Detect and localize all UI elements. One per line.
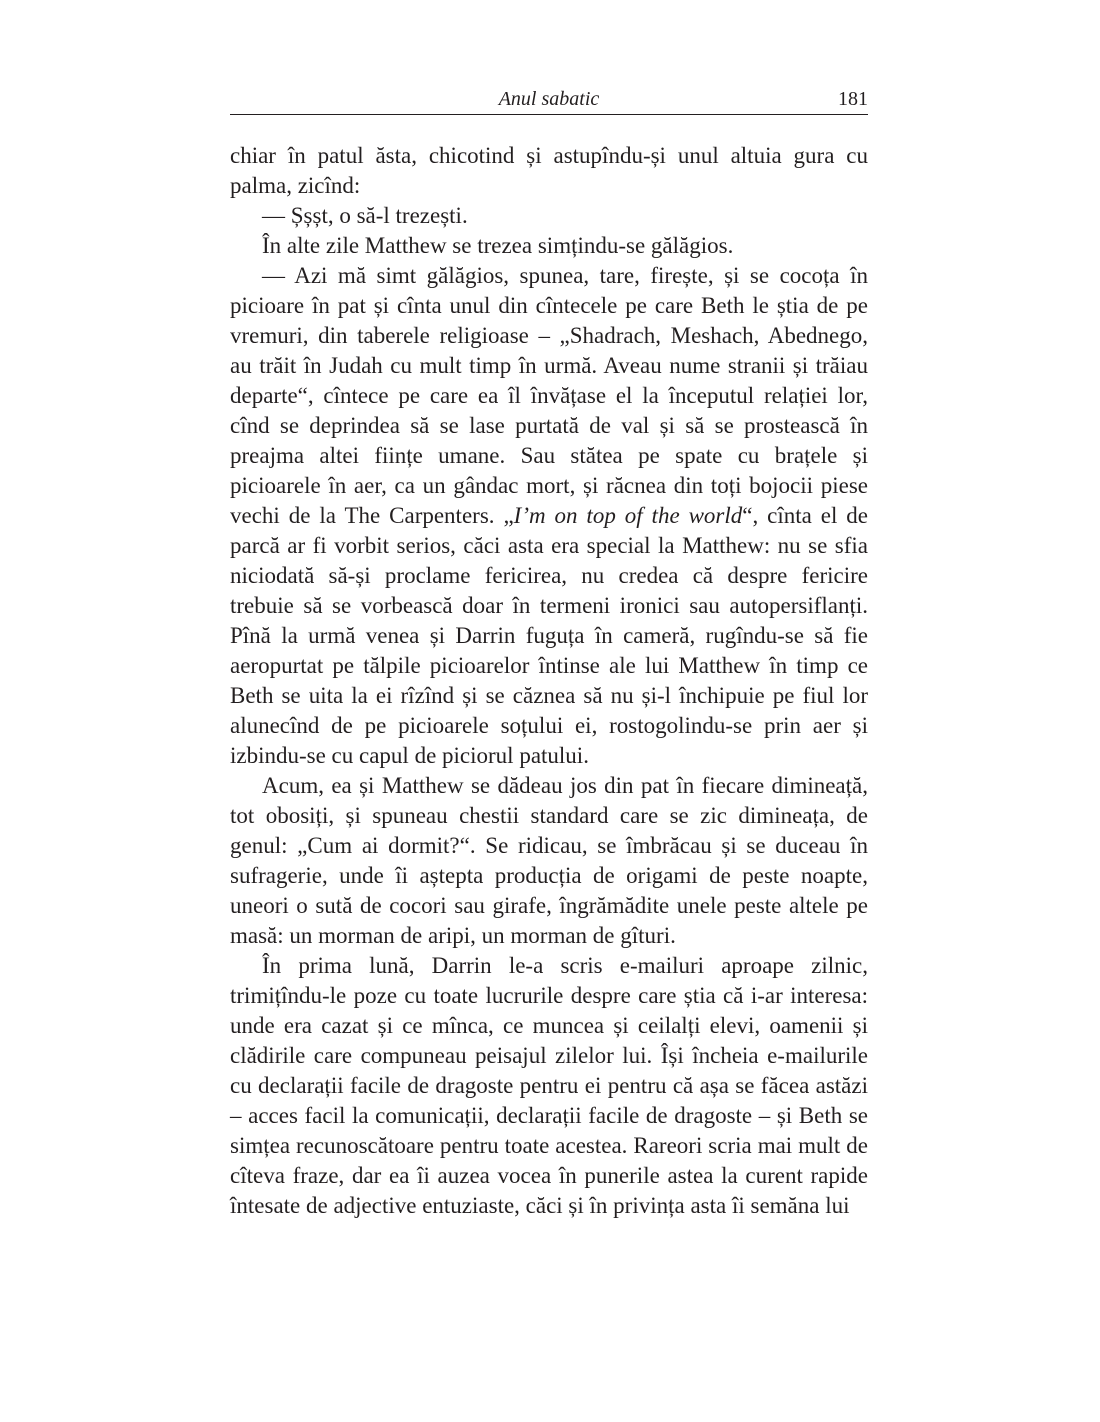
- running-title: Anul sabatic: [498, 88, 600, 110]
- paragraph-6: În prima lună, Darrin le-a scris e-mailuri aproape zilnic, trimițîndu-le poze cu toate lucrurile despre care știa că i-ar interesa: unde era cazat și ce mînca, ce muncea și ceilalți elevi, oamenii și clădirile care compuneau peisajul zilelor lui. Își încheia e-mailurile cu declarații facile de dragoste pentru ei pentru că așa se făcea astăzi – acces facil la comunicații, declarații facile de dragoste – și Beth se simțea recunoscătoare pentru toate acestea. Rareori scria mai mult de cîteva fraze, dar ea îi auzea vocea în punerile astea la curent rapide întesate de adjective entuziaste, căci și în privința asta îi semăna lui: [230, 953, 868, 1218]
- running-head: [230, 86, 868, 115]
- body-text: [230, 141, 868, 1221]
- paragraph-1: chiar în patul ăsta, chicotind și astupîndu-și unul altuia gura cu palma, zicînd:: [230, 143, 868, 198]
- paragraph-2: — Șșșt, o să-l trezești.: [262, 203, 468, 228]
- paragraph-3: În alte zile Matthew se trezea simțindu-se gălăgios.: [262, 233, 734, 258]
- paragraph-5: Acum, ea și Matthew se dădeau jos din pat în fiecare dimineață, tot obosiți, și spuneau chestii standard care se zic dimineața, de genul: „Cum ai dormit?“. Se ridicau, se îmbrăcau și se duceau în sufragerie, unde îi aștepta producția de origami de peste noapte, uneori o sută de cocori sau girafe, îngrămădite unele peste altele pe masă: un morman de aripi, un morman de gîturi.: [230, 773, 868, 948]
- paragraph-4-part-2: “, cînta el de parcă ar fi vorbit serios, căci asta era special la Matthew: nu se sfia niciodată să-și proclame fericirea, nu credea că despre fericire trebuie să se vorbească doar în termeni ironici sau autopersiflanți. Pînă la urmă venea și Darrin fuguța în cameră, rugîndu-se să fie aeropurtat pe tălpile picioarelor întinse ale lui Matthew în timp ce Beth se uita la ei rîzînd și se căznea să nu și-l închipuie pe fiul lor alunecînd de pe picioarele soțului ei, rostogolindu-se prin aer și izbindu-se cu capul de piciorul patului.: [230, 503, 868, 768]
- paragraph-4: [230, 261, 868, 771]
- page-number: 181: [838, 88, 868, 110]
- paragraph-4-part-1: — Azi mă simt gălăgios, spunea, tare, firește, și se cocoța în picioare în pat și cînta unul din cîntecele pe care Beth le știa de pe vremuri, din taberele religioase – „Shadrach, Meshach, Abednego, au trăit în Judah cu mult timp în urmă. Aveau nume stranii și trăiau departe“, cîntece pe care ea îl învățase el la începutul relației lor, cînd se deprindea să se lase purtată de val și să se prostească în preajma altei ființe umane. Sau stătea pe spate cu brațele și picioarele în aer, ca un gândac mort, și răcnea din toți bojocii piese vechi de la The Carpenters. „: [230, 263, 868, 528]
- song-title: I’m on top of the world: [513, 503, 743, 528]
